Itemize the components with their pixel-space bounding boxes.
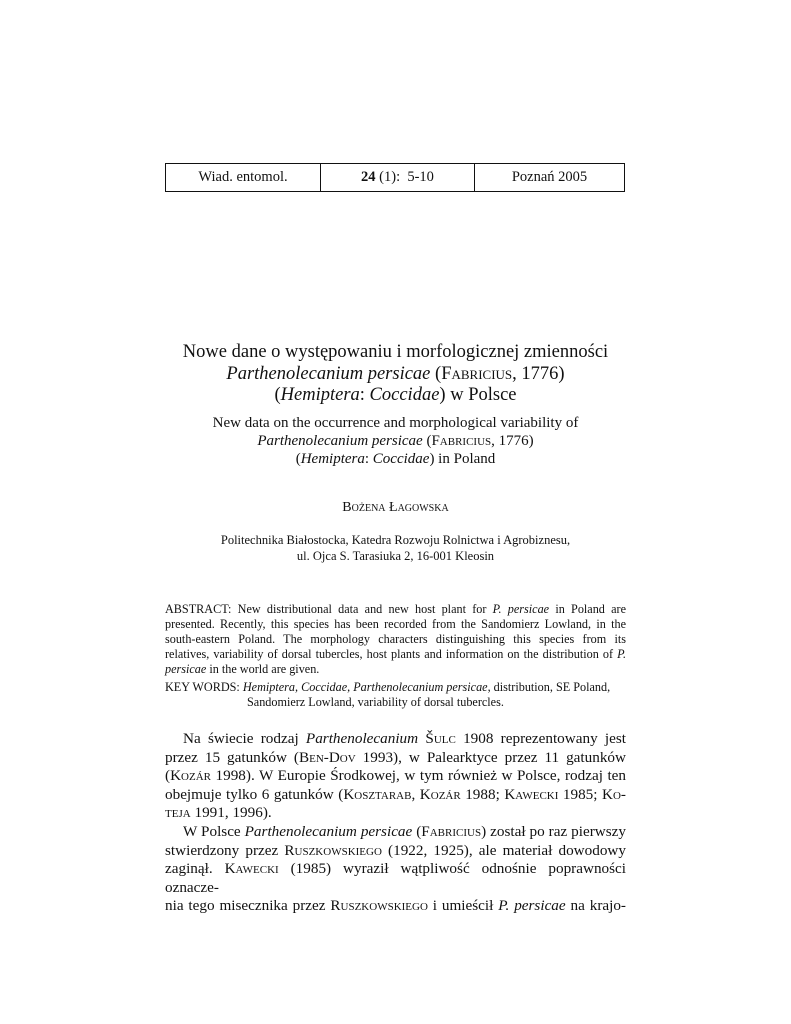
body-line: obejmuje tylko 6 gatunków (Kosztarab, Kozár 1988; Kawecki 1985; Ko- <box>165 785 626 803</box>
title-pl-line2: Parthenolecanium persicae (Fabricius, 1776) <box>226 363 565 384</box>
title-en-line1: New data on the occurrence and morphological variability of <box>212 415 579 431</box>
body-text <box>165 730 626 916</box>
abstract <box>165 602 626 677</box>
title-en-order: Hemiptera <box>300 451 365 467</box>
body-line: przez 15 gatunków (Ben-Dov 1993), w Palearktyce przez 11 gatunków <box>165 748 626 766</box>
title-en-species: Parthenolecanium persicae <box>257 433 423 449</box>
abstract-label: ABSTRACT: <box>165 602 238 616</box>
issue-pages: (1): 5-10 <box>375 169 434 185</box>
title-en-family: Coccidae <box>372 451 430 467</box>
title-pl-year: , 1776) <box>512 363 565 384</box>
keywords-rest: , distribution, SE Poland, <box>487 680 611 694</box>
volume-issue-pages <box>321 164 475 191</box>
abstract-species-1: P. persicae <box>492 602 550 616</box>
body-line: Na świecie rodzaj Parthenolecanium Šulc 1908 reprezentowany jest <box>183 730 626 747</box>
title-en-author: Fabricius <box>431 433 492 449</box>
keywords <box>165 680 626 710</box>
keywords-line2: Sandomierz Lowland, variability of dorsal tubercles. <box>247 695 504 710</box>
title-pl-species: Parthenolecanium persicae <box>226 363 431 384</box>
title-pl-order: Hemiptera <box>280 385 360 405</box>
abstract-species-2: P. persicae <box>165 647 626 677</box>
author-name: Bożena Łagowska <box>342 500 449 515</box>
journal-name: Wiad. entomol. <box>166 164 321 191</box>
body-line: W Polsce Parthenolecanium persicae (Fabricius) został po raz pierwszy <box>183 822 626 840</box>
body-line: nia tego misecznika przez Ruszkowskiego i umieścił P. persicae na krajo- <box>165 897 626 915</box>
title-pl-family: Coccidae <box>369 385 440 405</box>
volume-number: 24 <box>361 169 376 185</box>
abstract-text-1: New distributional data and new host plant for <box>237 602 493 616</box>
title-polish <box>0 342 791 407</box>
abstract-text-3: in the world are given. <box>206 662 320 677</box>
abstract-text-2: in Poland are presented. Recently, this species has been recorded from the Sandomierz Lowland, in the south-eastern Poland. The morphology characters distinguishing this species from its relatives, variability of dorsal tubercles, host plants and information on the distribution of <box>165 602 627 662</box>
body-line: (Kozár 1998). W Europie Środkowej, w tym również w Polsce, rodzaj ten <box>165 767 626 785</box>
title-pl-author: Fabricius <box>441 363 513 384</box>
keywords-line1 <box>165 680 626 695</box>
body-line: teja 1991, 1996). <box>165 804 272 822</box>
title-en-line3: (Hemiptera: Coccidae) in Poland <box>295 451 496 467</box>
title-pl-tail: ) w Polsce <box>439 385 517 405</box>
body-line: zaginął. Kawecki (1985) wyraził wątpliwość odnośnie poprawności oznacze- <box>165 860 626 896</box>
title-en-year: , 1776) <box>491 433 534 449</box>
affiliation-line2: ul. Ojca S. Tarasiuka 2, 16-001 Kleosin <box>296 549 495 563</box>
title-en-tail: ) in Poland <box>429 451 496 467</box>
journal-header-table <box>165 163 625 192</box>
place-year: Poznań 2005 <box>511 169 588 185</box>
body-line: stwierdzony przez Ruszkowskiego (1922, 1925), ale materiał dowodowy <box>165 841 626 859</box>
title-pl-line1: Nowe dane o występowaniu i morfologicznej zmienności <box>182 342 609 362</box>
title-english <box>0 414 791 468</box>
affiliation-line1: Politechnika Białostocka, Katedra Rozwoju Rolnictwa i Agrobiznesu, <box>220 533 571 547</box>
title-pl-line3: (Hemiptera: Coccidae) w Polsce <box>274 385 517 405</box>
keywords-italic: Hemiptera, Coccidae, Parthenolecanium persicae <box>242 680 488 694</box>
keywords-label: KEY WORDS: <box>165 680 243 694</box>
title-en-line2: Parthenolecanium persicae (Fabricius, 1776) <box>257 433 534 449</box>
affiliation <box>0 532 791 564</box>
